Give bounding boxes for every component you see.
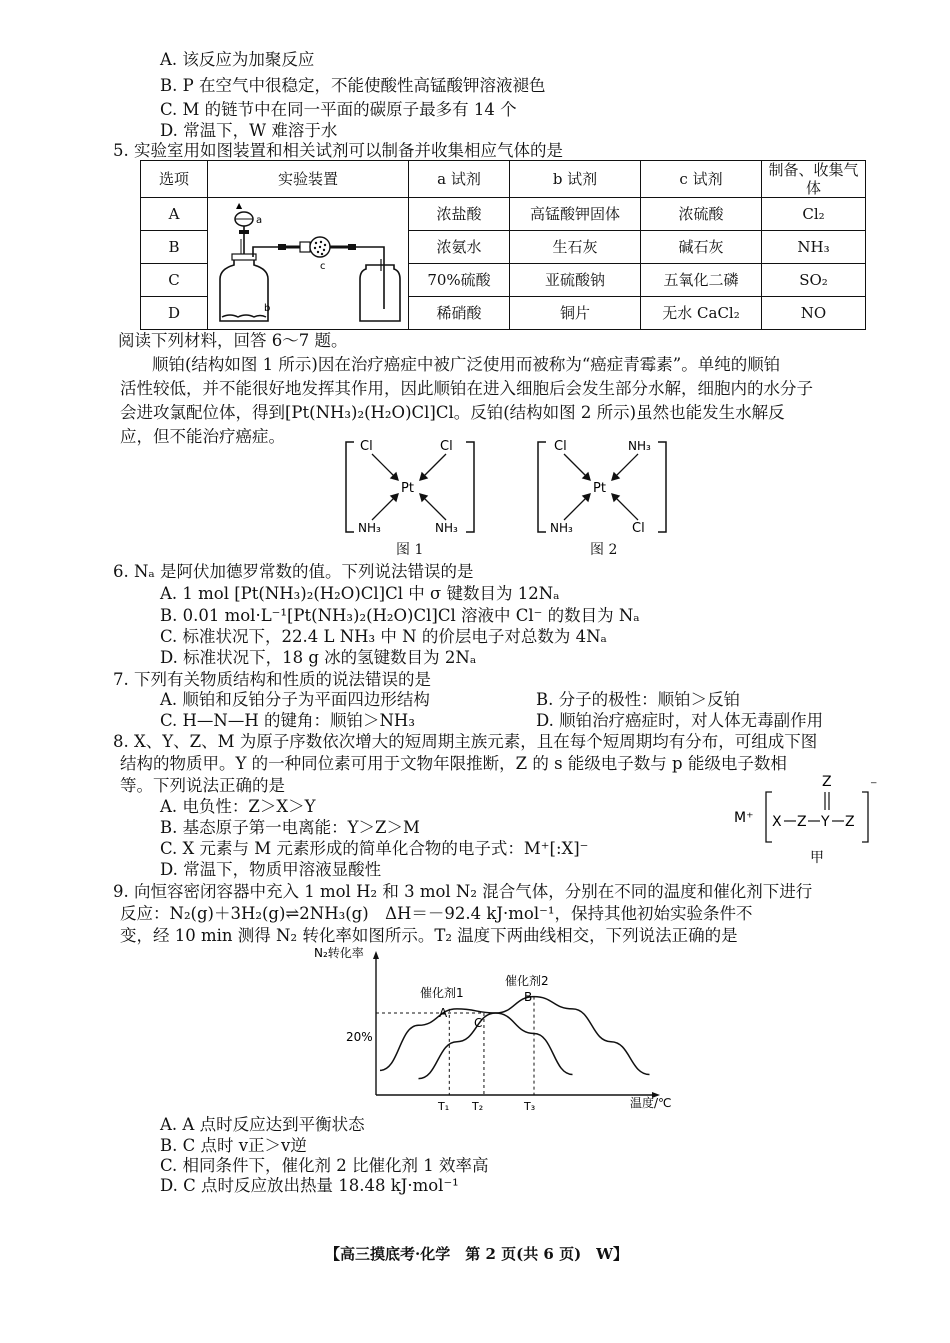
struct-z1: Z <box>797 814 807 830</box>
y-axis-arrow <box>373 951 379 959</box>
q8-stem-line-2: 结构的物质甲。Y 的一种同位素可用于文物年限推断，Z 的 s 能级电子数与 p 能级电子数相 <box>120 754 787 773</box>
row-b-reagent-c: 碱石灰 <box>641 231 762 264</box>
q6-option-c: C. 标准状况下，22.4 L NH₃ 中 N 的价层电子对总数为 4Nₐ <box>160 627 607 646</box>
fig2-caption: 图 2 <box>590 542 618 558</box>
q4-option-b: B. P 在空气中很稳定，不能使酸性高锰酸钾溶液褪色 <box>160 76 546 95</box>
x-tick-t1: T₁ <box>438 1100 450 1113</box>
struct-caption: 甲 <box>810 850 824 866</box>
reading-line-2: 活性较低，并不能很好地发挥其作用，因此顺铂在进入细胞后会发生部分水解，细胞内的水分子 <box>120 379 813 398</box>
q6-option-d: D. 标准状况下，18 g 冰的氢键数目为 2Nₐ <box>160 648 477 667</box>
q5-table <box>140 160 866 330</box>
row-d-gas: NO <box>762 297 866 330</box>
q4-option-a: A. 该反应为加聚反应 <box>160 50 315 69</box>
reading-intro: 阅读下列材料，回答 6～7 题。 <box>118 331 348 350</box>
header-c: c 试剂 <box>641 161 762 198</box>
x-tick-t3: T₃ <box>524 1100 536 1113</box>
series-1-label: 催化剂1 <box>420 986 464 1000</box>
row-c-reagent-c: 五氧化二磷 <box>641 264 762 297</box>
row-d-reagent-a: 稀硝酸 <box>409 297 510 330</box>
row-d-reagent-c: 无水 CaCl₂ <box>641 297 762 330</box>
row-b-reagent-a: 浓氨水 <box>409 231 510 264</box>
q9-stem-line-2: 反应：N₂(g)＋3H₂(g)⇌2NH₃(g) ΔH＝－92.4 kJ·mol⁻¹，保持其他初始实验条件不 <box>120 904 753 923</box>
q6-option-a: A. 1 mol [Pt(NH₃)₂(H₂O)Cl]Cl 中 σ 键数目为 12Nₐ <box>160 584 560 603</box>
row-b-option: B <box>141 231 208 264</box>
x-tick-t2: T₂ <box>472 1100 484 1113</box>
fig2-bottom-left: NH₃ <box>550 521 573 535</box>
row-d-option: D <box>141 297 208 330</box>
y-axis-label: N₂转化率 <box>314 946 364 960</box>
fig1-center: Pt <box>401 481 414 496</box>
figure-2-transplatin <box>532 432 672 542</box>
label-b: b <box>264 302 271 314</box>
q6-option-b: B. 0.01 mol·L⁻¹[Pt(NH₃)₂(H₂O)Cl]Cl 溶液中 Cl⁻ 的数目为 Nₐ <box>160 606 640 625</box>
q7-option-a: A. 顺铂和反铂分子为平面四边形结构 <box>160 690 430 709</box>
y-tick-20: 20% <box>346 1030 373 1044</box>
row-c-option: C <box>141 264 208 297</box>
row-a-reagent-a: 浓盐酸 <box>409 198 510 231</box>
row-a-reagent-c: 浓硫酸 <box>641 198 762 231</box>
apparatus-drawing <box>208 199 408 329</box>
x-axis-label: 温度/℃ <box>630 1096 672 1110</box>
row-d-reagent-b: 铜片 <box>510 297 641 330</box>
q8-option-c: C. X 元素与 M 元素形成的简单化合物的电子式：M⁺[:X]⁻ <box>160 839 589 858</box>
header-option: 选项 <box>141 161 208 198</box>
fig2-center: Pt <box>593 481 606 496</box>
series-2-label: 催化剂2 <box>505 974 549 988</box>
q6-stem: 6. Nₐ 是阿伏加德罗常数的值。下列说法错误的是 <box>113 562 474 581</box>
table-row <box>141 198 866 231</box>
struct-z-top: Z <box>822 774 832 790</box>
structure-jia <box>730 770 890 866</box>
q8-option-a: A. 电负性：Z＞X＞Y <box>160 797 316 816</box>
q8-option-d: D. 常温下，物质甲溶液显酸性 <box>160 860 382 879</box>
q8-stem-line-3: 等。下列说法正确的是 <box>120 776 285 795</box>
struct-z2: Z <box>845 814 855 830</box>
point-b-label: B <box>524 990 533 1004</box>
fig1-bottom-right: NH₃ <box>435 521 458 535</box>
row-c-reagent-a: 70%硫酸 <box>409 264 510 297</box>
q4-option-c: C. M 的链节中在同一平面的碳原子最多有 14 个 <box>160 100 517 119</box>
fig1-top-left: Cl <box>360 439 373 454</box>
row-a-gas: Cl₂ <box>762 198 866 231</box>
q8-stem-line-1: 8. X、Y、Z、M 为原子序数依次增大的短周期主族元素，且在每个短周期均有分布，可组成下图 <box>113 732 818 751</box>
apparatus-diagram <box>208 198 409 330</box>
row-b-gas: NH₃ <box>762 231 866 264</box>
q7-option-b: B. 分子的极性：顺铂＞反铂 <box>536 690 741 709</box>
struct-cation: M⁺ <box>734 810 754 826</box>
label-a: a <box>256 214 263 226</box>
row-a-reagent-b: 高锰酸钾固体 <box>510 198 641 231</box>
fig2-top-left: Cl <box>554 439 567 454</box>
conversion-chart <box>300 945 690 1115</box>
q9-stem-line-1: 9. 向恒容密闭容器中充入 1 mol H₂ 和 3 mol N₂ 混合气体，分别在不同的温度和催化剂下进行 <box>113 882 813 901</box>
q9-stem-line-3: 变，经 10 min 测得 N₂ 转化率如图所示。T₂ 温度下两曲线相交，下列说法正确的是 <box>120 926 738 945</box>
header-b: b 试剂 <box>510 161 641 198</box>
table-header-row <box>141 161 866 198</box>
struct-x: X <box>772 814 782 830</box>
point-c-label: C <box>474 1016 483 1030</box>
header-apparatus: 实验装置 <box>208 161 409 198</box>
figure-1-cisplatin <box>340 432 480 542</box>
q9-option-c: C. 相同条件下，催化剂 2 比催化剂 1 效率高 <box>160 1156 489 1175</box>
q9-option-a: A. A 点时反应达到平衡状态 <box>160 1115 365 1134</box>
q7-option-d: D. 顺铂治疗癌症时，对人体无毒副作用 <box>536 711 824 730</box>
svg-text:▲: ▲ <box>236 200 243 210</box>
q9-option-d: D. C 点时反应放出热量 18.48 kJ·mol⁻¹ <box>160 1176 459 1195</box>
row-a-option: A <box>141 198 208 231</box>
reading-line-1: 顺铂(结构如图 1 所示)因在治疗癌症中被广泛使用而被称为“癌症青霉素”。单纯的顺铂 <box>152 355 781 374</box>
struct-charge: ⁻ <box>870 778 878 794</box>
fig1-bottom-left: NH₃ <box>358 521 381 535</box>
point-a-label: A <box>439 1006 448 1020</box>
fig2-top-right: NH₃ <box>628 439 651 453</box>
q7-option-c: C. H—N—H 的键角：顺铂＞NH₃ <box>160 711 415 730</box>
q9-option-b: B. C 点时 v正＞v逆 <box>160 1136 307 1155</box>
struct-y: Y <box>821 814 830 830</box>
fig1-top-right: Cl <box>440 439 453 454</box>
header-a: a 试剂 <box>409 161 510 198</box>
q8-option-b: B. 基态原子第一电离能：Y＞Z＞M <box>160 818 420 837</box>
row-c-reagent-b: 亚硫酸钠 <box>510 264 641 297</box>
page-footer: 【高三摸底考·化学 第 2 页(共 6 页) W】 <box>325 1245 629 1263</box>
header-gas: 制备、收集气体 <box>762 161 866 198</box>
fig2-bottom-right: Cl <box>632 521 645 536</box>
q4-option-d: D. 常温下，W 难溶于水 <box>160 121 338 140</box>
q7-stem: 7. 下列有关物质结构和性质的说法错误的是 <box>113 670 431 689</box>
reading-line-3: 会进攻氯配位体，得到[Pt(NH₃)₂(H₂O)Cl]Cl。反铂(结构如图 2 所示)虽然也能发生水解反 <box>120 403 785 422</box>
row-b-reagent-b: 生石灰 <box>510 231 641 264</box>
fig1-caption: 图 1 <box>396 542 424 558</box>
q5-stem: 5. 实验室用如图装置和相关试剂可以制备并收集相应气体的是 <box>113 141 563 160</box>
row-c-gas: SO₂ <box>762 264 866 297</box>
reading-line-4: 应，但不能治疗癌症。 <box>120 427 285 446</box>
label-c: c <box>320 260 326 272</box>
